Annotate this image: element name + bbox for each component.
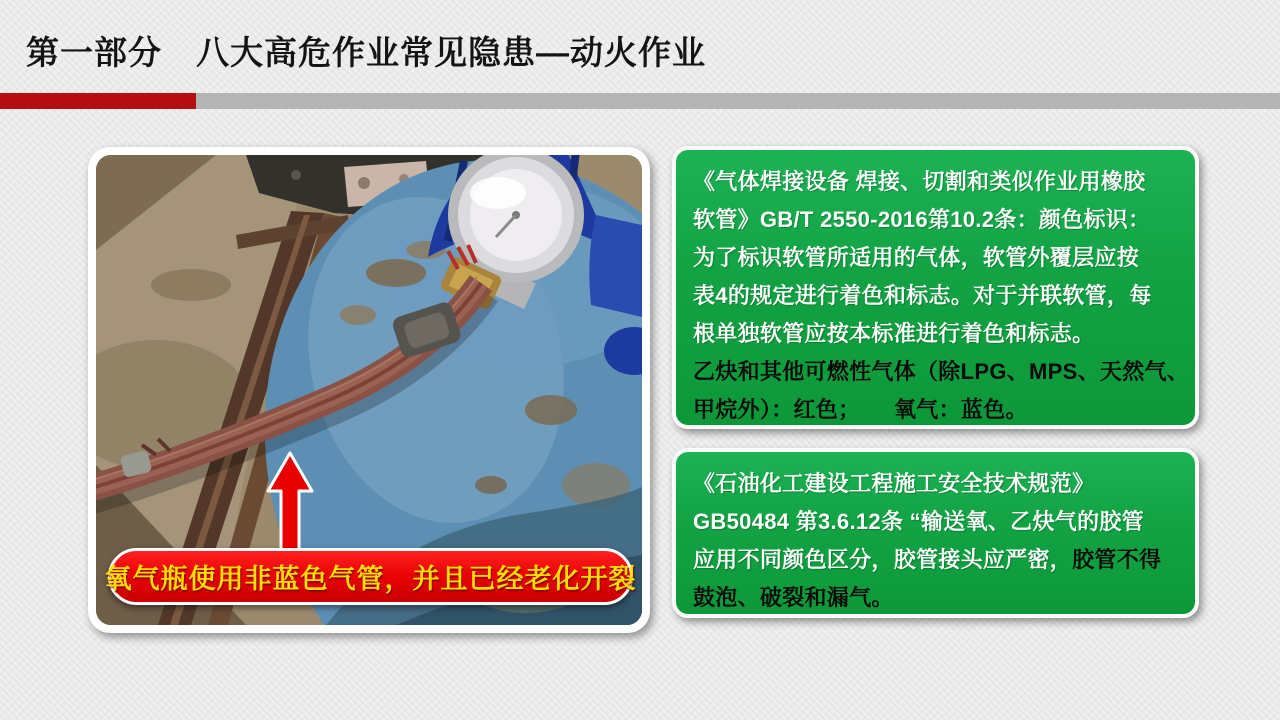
title-underline-accent — [0, 93, 196, 109]
photo-card — [88, 147, 650, 633]
regulation-box-standard-gb50484 — [672, 448, 1199, 618]
regulation-box-standard-gbt2550 — [672, 146, 1199, 429]
photo-caption-text: 氧气瓶使用非蓝色气管，并且已经老化开裂 — [104, 564, 637, 594]
rule-line: GB50484 第3.6.12条 “输送氧、乙炔气的胶管 — [693, 509, 1144, 534]
rule-line: 《石油化工建设工程施工安全技术规范》 — [693, 471, 1095, 496]
rule-line: 为了标识软管所适用的气体，软管外覆层应按 — [693, 245, 1140, 270]
rule-line: 根单独软管应按本标准进行着色和标志。 — [693, 321, 1095, 346]
page-title: 第一部分 八大高危作业常见隐患—动火作业 — [26, 34, 706, 71]
rule-line: 软管》GB/T 2550-2016第10.2条：颜色标识： — [693, 207, 1151, 232]
rule-line: 乙炔和其他可燃性气体（除LPG、MPS、天然气、 — [693, 359, 1190, 384]
rule-line: 甲烷外）：红色； 氧气：蓝色。 — [693, 397, 1028, 422]
rule-line: 《气体焊接设备 焊接、切割和类似作业用橡胶 — [693, 169, 1146, 194]
hazard-photo — [96, 155, 642, 625]
rule-line: 应用不同颜色区分，胶管接头应严密，胶管不得 — [693, 547, 1162, 572]
rule-line: 表4的规定进行着色和标志。对于并联软管，每 — [693, 283, 1152, 308]
photo-caption-banner — [104, 548, 637, 605]
up-arrow-icon — [266, 451, 314, 555]
title-underline — [0, 93, 1280, 109]
rule-line: 鼓泡、破裂和漏气。 — [693, 585, 894, 610]
